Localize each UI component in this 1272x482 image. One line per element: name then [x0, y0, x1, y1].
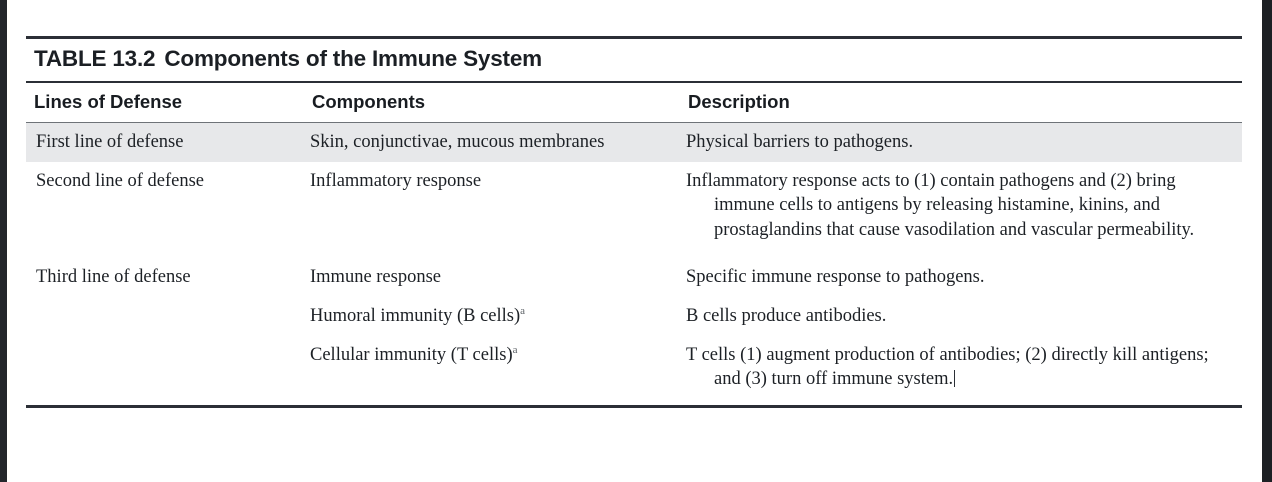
cell-description-text: T cells (1) augment production of antibodies; (2) directly kill antigens; and (3) turn off immune system.	[686, 344, 1209, 390]
cell-line-of-defense	[26, 336, 304, 399]
table-title: Components of the Immune System	[164, 46, 542, 71]
table-row	[26, 255, 1242, 297]
table-bottom-rule	[26, 405, 1242, 408]
table-head	[26, 83, 1242, 122]
left-edge-bar	[0, 0, 7, 482]
right-edge-bar	[1262, 0, 1272, 482]
cell-components	[304, 336, 680, 399]
cell-line-of-defense: Third line of defense	[36, 267, 191, 288]
cell-description: Inflammatory response acts to (1) contain pathogens and (2) bring immune cells to antigens by releasing histamine, kinins, and prostaglandins that cause vasodilation and vascular permeability.	[686, 170, 1195, 240]
cell-line-of-defense	[26, 297, 304, 336]
column-header-lines-of-defense: Lines of Defense	[34, 91, 183, 112]
footnote-marker: a	[512, 343, 518, 356]
column-header-components: Components	[312, 91, 426, 112]
footnote-marker: a	[520, 304, 526, 317]
cell-description: Specific immune response to pathogens.	[686, 267, 985, 288]
table-caption	[26, 39, 1242, 81]
cell-description: Physical barriers to pathogens.	[680, 123, 1242, 162]
cell-line-of-defense: First line of defense	[26, 123, 304, 162]
cell-description	[680, 336, 1242, 399]
cell-components: Inflammatory response	[310, 170, 482, 191]
table-container	[26, 36, 1242, 408]
cell-components-text: Cellular immunity (T cells)	[310, 344, 513, 365]
table-header-row	[26, 83, 1242, 122]
cell-components: Immune response	[310, 267, 442, 288]
table-number: TABLE 13.2	[34, 46, 156, 71]
cell-components-text: Humoral immunity (B cells)	[310, 306, 521, 327]
text-cursor	[954, 370, 955, 387]
immune-system-table-body	[26, 123, 1242, 405]
table-row	[26, 123, 1242, 162]
table-row	[26, 297, 1242, 336]
cell-components: Skin, conjunctivae, mucous membranes	[304, 123, 680, 162]
table-body	[26, 123, 1242, 405]
table-row	[26, 336, 1242, 399]
column-header-description: Description	[688, 91, 790, 112]
cell-components	[304, 297, 680, 336]
immune-system-table	[26, 83, 1242, 122]
table-row	[26, 162, 1242, 250]
cell-line-of-defense: Second line of defense	[36, 170, 204, 191]
cell-description: B cells produce antibodies.	[686, 305, 887, 326]
